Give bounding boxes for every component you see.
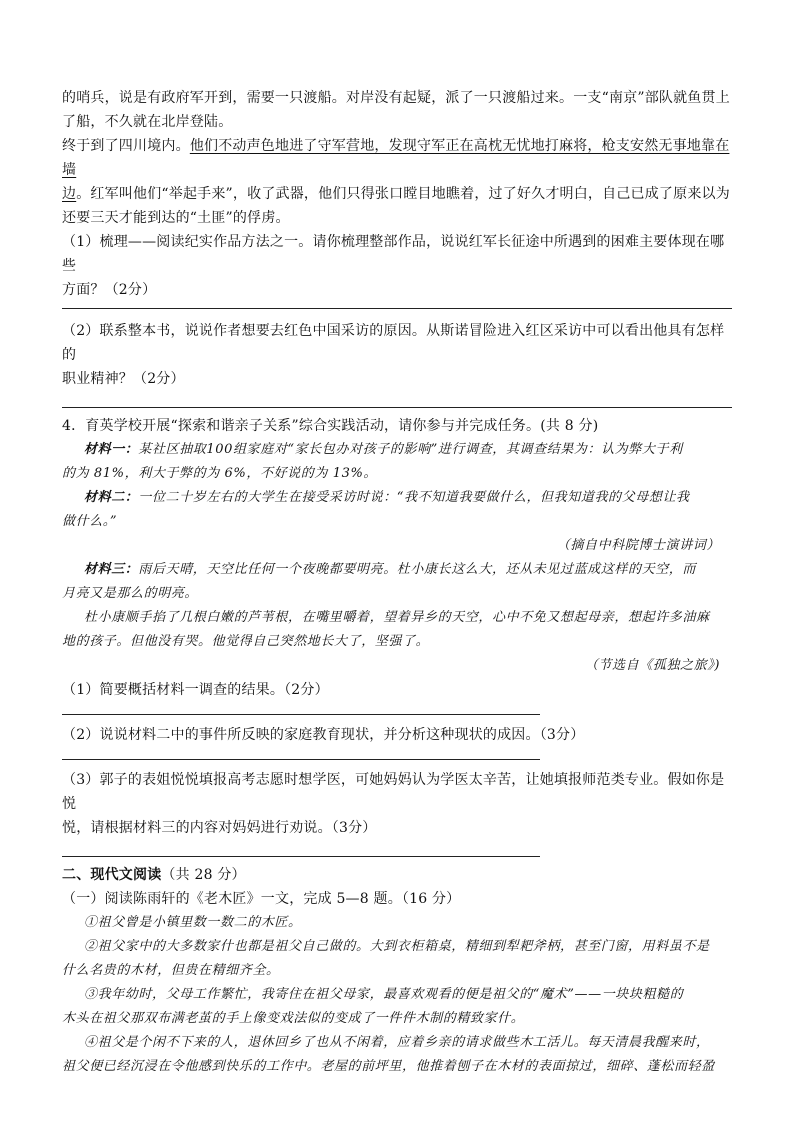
underlined-sentence: 他们不动声色地进了守军营地，发现守军正在高枕无忧地打麻将，枪支安然无事地靠在墙 <box>62 138 730 178</box>
material-label: 材料一： <box>84 442 139 457</box>
q3-sub1: （1）梳理——阅读纪实作品方法之一。请你梳理整部作品，说说红军长征途中所遇到的困难主要体现在哪些 <box>62 234 725 274</box>
material-1-cont: 的为 81%，利大于弊的为 6%，不好说的为 13%。 <box>62 466 378 481</box>
material-3-para2-cont: 地的孩子。但他没有哭。他觉得自己突然地长大了，坚强了。 <box>62 634 430 649</box>
material-3 <box>62 558 732 582</box>
material-label: 材料三： <box>84 562 139 577</box>
passage-line <box>62 182 732 206</box>
material-1 <box>62 438 732 462</box>
underlined-sentence-end: 边 <box>62 186 77 202</box>
section-2 <box>62 863 732 1079</box>
question-3 <box>62 230 732 408</box>
article-paragraph-4-cont: 祖父便已经沉浸在令他感到快乐的工作中。老屋的前坪里，他推着刨子在木材的表面掠过，细碎、蓬松而轻盈 <box>62 1059 715 1074</box>
q3-sub2: （2）联系整本书，说说作者想要去红色中国采访的原因。从斯诺冒险进入红区采访中可以看出他具有怎样的 <box>62 323 725 363</box>
passage-line: 的哨兵，说是有政府军开到，需要一只渡船。对岸没有起疑，派了一只渡船过来。一支“南京”部队就鱼贯上 <box>62 90 730 106</box>
material-3-cont: 月亮又是那么的明亮。 <box>62 586 199 601</box>
passage-line: 还要三天才能到达的“土匪”的俘虏。 <box>62 210 290 226</box>
subsection-heading: （一）阅读陈雨轩的《老木匠》一文，完成 5—8 题。（16 分） <box>62 891 461 907</box>
passage-line: 了船，不久就在北岸登陆。 <box>62 114 233 130</box>
q4-sub3: （3）郭子的表姐悦悦填报高考志愿时想学医，可她妈妈认为学医太辛苦，让她填报师范类专业。假如你是悦 <box>62 772 725 812</box>
answer-line[interactable] <box>62 856 540 857</box>
q3-sub1-cont: 方面？（2分） <box>62 282 157 298</box>
q4-sub1: （1）简要概括材料一调查的结果。（2分） <box>62 682 329 698</box>
passage-line <box>62 134 732 182</box>
q4-sub2: （2）说说材料二中的事件所反映的家庭教育现状，并分析这种现状的成因。（3分） <box>62 727 585 743</box>
q4-title: 4．育英学校开展“探索和谐亲子关系”综合实践活动，请你参与并完成任务。(共 8 分) <box>62 418 599 434</box>
answer-line[interactable] <box>62 407 732 408</box>
material-3-para2: 杜小康顺手掐了几根白嫩的芦苇根，在嘴里嚼着，望着异乡的天空，心中不免又想起母亲，想起许多油麻 <box>84 610 710 625</box>
section-score: （共 28 分） <box>161 867 246 883</box>
material-2-source: （摘自中科院博士演讲词） <box>556 538 720 553</box>
article-paragraph-1: ①祖父曾是小镇里数一数二的木匠。 <box>84 915 302 930</box>
article-paragraph-4: ④祖父是个闲不下来的人，退休回乡了也从不闲着，应着乡亲的请求做些木工活儿。每天清晨我醒来时， <box>84 1035 710 1050</box>
material-3-source: （节选自《孤独之旅》) <box>584 658 720 673</box>
answer-line[interactable] <box>62 759 540 760</box>
material-label: 材料二： <box>84 490 139 505</box>
q3-sub2-cont: 职业精神？（2分） <box>62 371 185 387</box>
article-paragraph-3: ③我年幼时，父母工作繁忙，我寄住在祖父母家，最喜欢观看的便是祖父的“魔术”——一块块粗糙的 <box>84 987 684 1002</box>
material-text: 一位二十岁左右的大学生在接受采访时说：“我不知道我要做什么，但我知道我的父母想让我 <box>138 490 690 505</box>
article-paragraph-2-cont: 什么名贵的木材，但贵在精细齐全。 <box>62 963 280 978</box>
section-title: 二、现代文阅读 <box>62 867 162 883</box>
material-text: 某社区抽取100组家庭对“家长包办对孩子的影响”进行调查，其调查结果为：认为弊大于利 <box>138 442 683 457</box>
reading-passage <box>62 86 732 230</box>
exam-page <box>62 86 732 1079</box>
answer-line[interactable] <box>62 714 540 715</box>
article-paragraph-3-cont: 木头在祖父那双布满老茧的手上像变戏法似的变成了一件件木制的精致家什。 <box>62 1011 525 1026</box>
material-2 <box>62 486 732 510</box>
article-paragraph-2: ②祖父家中的大多数家什也都是祖父自己做的。大到衣柜箱桌，精细到犁耙斧柄，甚至门窗，用料虽不是 <box>84 939 710 954</box>
section-heading <box>62 863 732 887</box>
passage-text: 。红军叫他们“举起手来”，收了武器，他们只得张口瞠目地瞧着，过了好久才明白，自己已成了原来以为 <box>76 186 730 202</box>
question-4 <box>62 414 732 857</box>
answer-line[interactable] <box>62 308 732 309</box>
material-2-cont: 做什么。” <box>62 514 118 529</box>
material-text: 雨后天晴，天空比任何一个夜晚都要明亮。杜小康长这么大，还从未见过蓝成这样的天空，而 <box>138 562 697 577</box>
q4-sub3-cont: 悦，请根据材料三的内容对妈妈进行劝说。（3分） <box>62 820 377 836</box>
passage-text: 终于到了四川境内。 <box>62 138 190 154</box>
